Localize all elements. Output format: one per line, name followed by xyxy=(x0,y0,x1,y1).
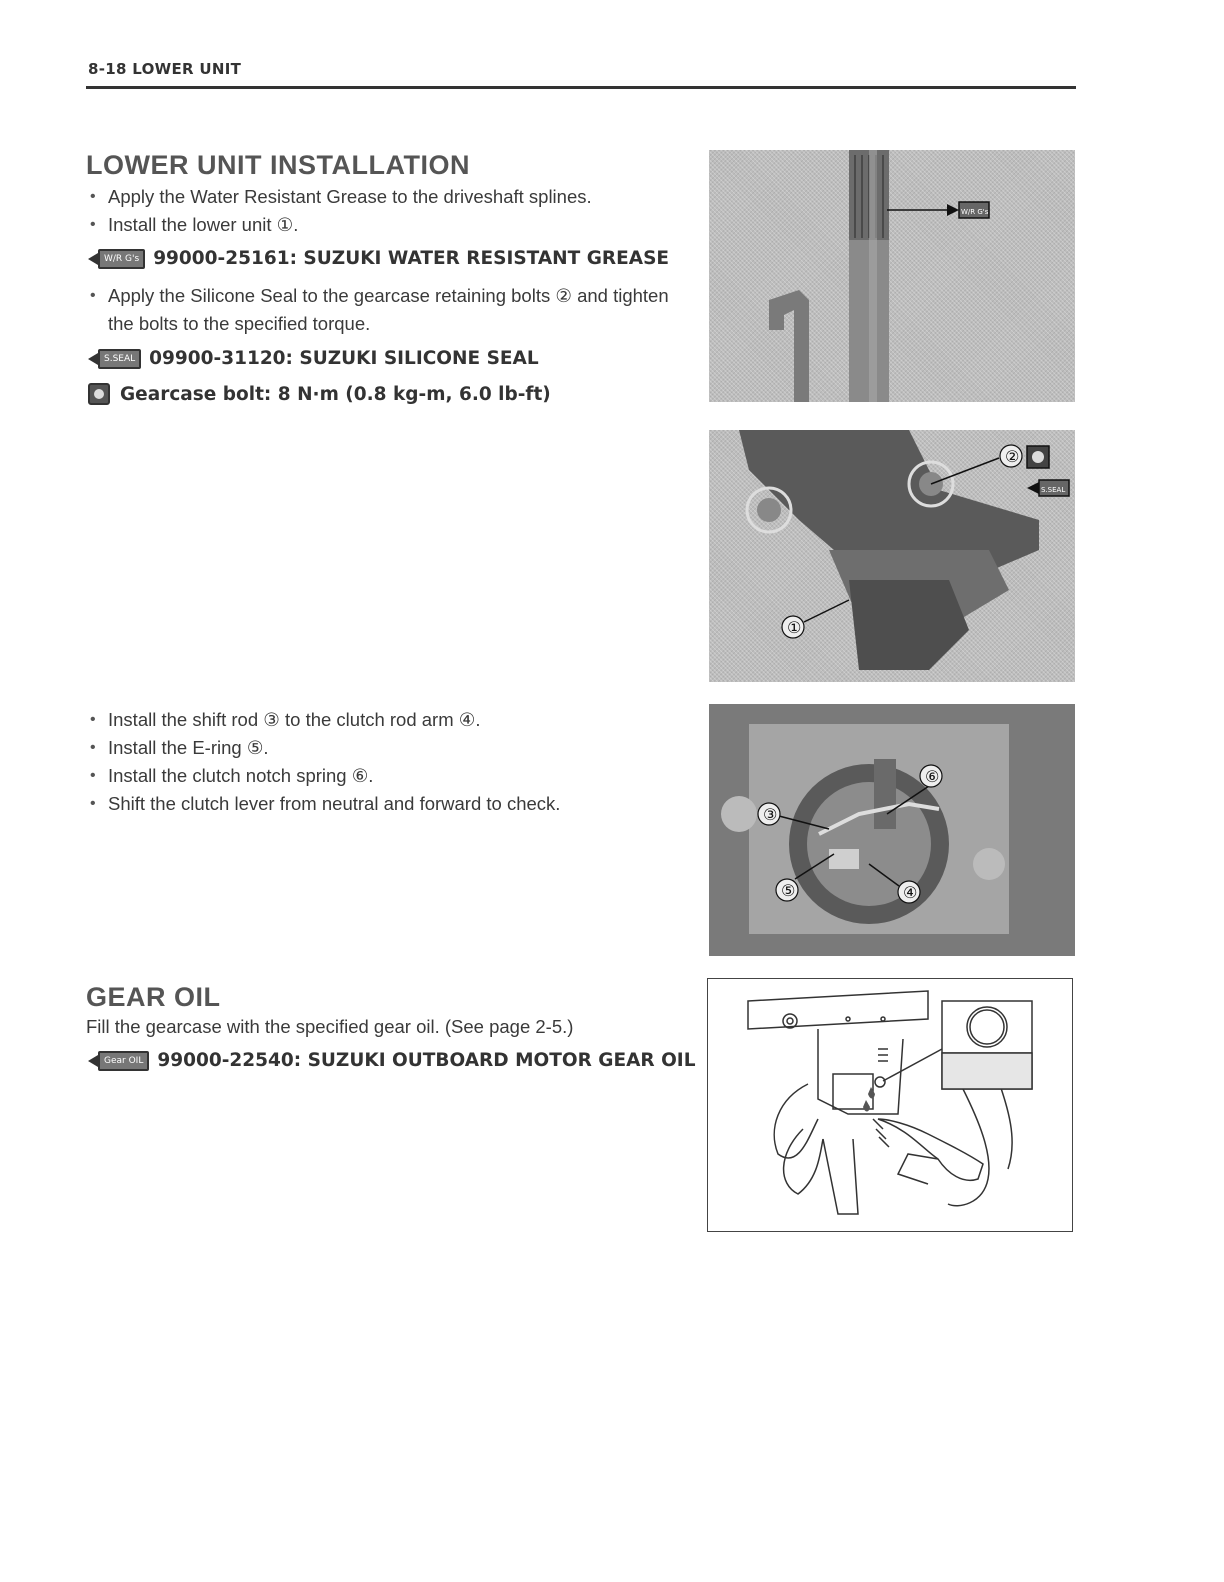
page-label: 8-18 LOWER UNIT xyxy=(88,60,242,78)
callout-2: ② xyxy=(1005,447,1020,466)
gear-oil-spec xyxy=(88,1050,695,1071)
list-item: • Install the shift rod ③ to the clutch rod arm ④. xyxy=(88,706,678,734)
grease-spec xyxy=(88,248,669,269)
gear-oil-spec-text: 99000-22540: SUZUKI OUTBOARD MOTOR GEAR OIL xyxy=(157,1050,696,1071)
sealant-tube-icon: S.SEAL xyxy=(88,349,141,369)
photo1-badge: W/R G's xyxy=(961,208,989,216)
list-item: • Shift the clutch lever from neutral and forward to check. xyxy=(88,790,678,818)
seal-spec xyxy=(88,348,539,369)
callout-5: ⑤ xyxy=(781,881,796,900)
page-header xyxy=(86,56,1076,89)
torque-spec-text: Gearcase bolt: 8 N·m (0.8 kg-m, 6.0 lb-ft) xyxy=(120,383,551,405)
photo2-badge: S.SEAL xyxy=(1041,486,1066,494)
section-title-gear-oil: GEAR OIL xyxy=(86,982,221,1012)
photo-lower-unit xyxy=(709,430,1075,682)
callout-4: ④ xyxy=(903,883,918,902)
gear-oil-text: Fill the gearcase with the specified gear oil. (See page 2-5.) xyxy=(86,1016,574,1037)
figure-gear-oil xyxy=(707,978,1073,1232)
gear-oil-tube-icon: Gear OIL xyxy=(88,1051,149,1071)
callout-3: ③ xyxy=(763,805,778,824)
list-item: • Apply the Silicone Seal to the gearcase retaining bolts ② and tighten the bolts to the specified torque. xyxy=(88,282,688,338)
list-item: • Install the lower unit ①. xyxy=(88,211,678,239)
list-item: • Install the E-ring ⑤. xyxy=(88,734,678,762)
grease-tube-icon: W/R G's xyxy=(88,249,145,269)
torque-spec xyxy=(88,383,551,405)
seal-spec-text: 09900-31120: SUZUKI SILICONE SEAL xyxy=(149,348,539,369)
section-title-installation: LOWER UNIT INSTALLATION xyxy=(86,150,470,180)
callout-6: ⑥ xyxy=(925,767,940,786)
photo-shift-rod xyxy=(709,704,1075,956)
photo-driveshaft xyxy=(709,150,1075,402)
callout-1: ① xyxy=(787,618,802,637)
bullet-list-seal xyxy=(88,282,688,338)
torque-wrench-icon xyxy=(88,383,110,405)
list-item: • Install the clutch notch spring ⑥. xyxy=(88,762,678,790)
list-item: • Apply the Water Resistant Grease to the driveshaft splines. xyxy=(88,183,678,211)
grease-spec-text: 99000-25161: SUZUKI WATER RESISTANT GREASE xyxy=(153,248,670,269)
bullet-list-shift-rod xyxy=(88,706,678,818)
bullet-list-grease xyxy=(88,183,678,239)
